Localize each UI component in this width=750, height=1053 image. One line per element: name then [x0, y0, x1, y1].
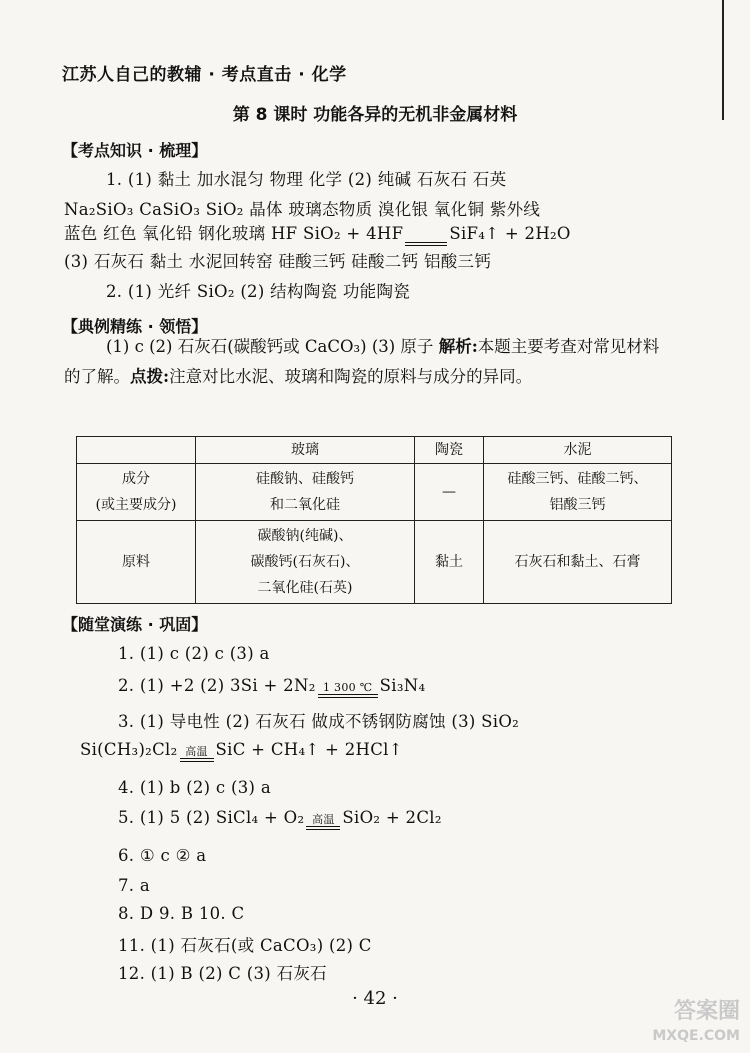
equation-equals-sign [405, 230, 447, 246]
table-cell: 黏土 [415, 521, 484, 604]
practice-answer-4: 4. (1) b (2) c (3) a [118, 778, 271, 797]
equation-products: SiO₂ + 2Cl₂ [342, 808, 442, 827]
equation-arrow [318, 682, 378, 698]
section-heading-practice: 【随堂演练 · 巩固】 [62, 615, 208, 634]
analysis-text: 本题主要考查对常见材料的了解。 [64, 337, 660, 386]
practice-answer-2 [118, 676, 425, 698]
analysis-label: 解析: [438, 337, 478, 356]
practice-answer-5 [118, 808, 442, 830]
table-cell: 硅酸钠、硅酸钙 和二氧化硅 [196, 464, 415, 521]
book-header: 江苏人自己的教辅 · 考点直击 · 化学 [62, 65, 347, 85]
table-header-cell: 水泥 [484, 437, 672, 464]
table-cell: — [415, 464, 484, 521]
practice-answer-6: 6. ① c ② a [118, 846, 207, 865]
example-paragraph [64, 332, 674, 392]
watermark-url: MXQE.COM [652, 1028, 740, 1044]
practice-answer-1: 1. (1) c (2) c (3) a [118, 644, 270, 663]
equation-reactants: 5. (1) 5 (2) SiCl₄ + O₂ [118, 808, 305, 827]
section-heading-knowledge: 【考点知识 · 梳理】 [62, 141, 208, 160]
equation-arrow [306, 814, 340, 830]
table-header-cell: 玻璃 [196, 437, 415, 464]
watermark-logo [652, 1000, 740, 1048]
answer-line-3 [64, 220, 571, 246]
tip-text: 注意对比水泥、玻璃和陶瓷的原料与成分的异同。 [169, 367, 533, 386]
table-cell: 硅酸三钙、硅酸二钙、 铝酸三钙 [484, 464, 672, 521]
practice-answer-3-equation [80, 740, 403, 762]
practice-answer-3: 3. (1) 导电性 (2) 石灰石 做成不锈钢防腐蚀 (3) SiO₂ [118, 712, 520, 731]
table-row [77, 521, 672, 604]
practice-answer-11: 11. (1) 石灰石(或 CaCO₃) (2) C [118, 936, 372, 955]
equation-products: Si₃N₄ [379, 676, 426, 695]
answer-line-2: Na₂SiO₃ CaSiO₃ SiO₂ 晶体 玻璃态物质 溴化银 氧化铜 紫外线 [64, 200, 541, 219]
table-cell: 碳酸钠(纯碱)、 碳酸钙(石灰石)、 二氧化硅(石英) [196, 521, 415, 604]
section-heading-examples: 【典例精练 · 领悟】 [62, 317, 208, 336]
table-cell: 石灰石和黏土、石膏 [484, 521, 672, 604]
tip-label: 点拨: [130, 367, 170, 386]
watermark-text: 答案圈 [673, 999, 740, 1024]
table-header-cell [77, 437, 196, 464]
table-cell: 成分 (或主要成分) [77, 464, 196, 521]
practice-answer-7: 7. a [118, 876, 151, 895]
practice-answer-12: 12. (1) B (2) C (3) 石灰石 [118, 964, 327, 983]
table-header-cell: 陶瓷 [415, 437, 484, 464]
practice-answer-8-10: 8. D 9. B 10. C [118, 904, 245, 923]
example-answers: (1) c (2) 石灰石(碳酸钙或 CaCO₃) (3) 原子 [106, 337, 439, 356]
equation-reactants: 蓝色 红色 氧化铅 钢化玻璃 HF SiO₂ + 4HF [64, 224, 404, 243]
table-header-row [77, 437, 672, 464]
table-cell: 原料 [77, 521, 196, 604]
equation-products: SiF₄↑ + 2H₂O [449, 224, 571, 243]
materials-table [76, 436, 672, 604]
lesson-title: 第 8 课时 功能各异的无机非金属材料 [232, 105, 518, 125]
equation-reactants: 2. (1) +2 (2) 3Si + 2N₂ [118, 676, 316, 695]
answer-line-1: 1. (1) 黏土 加水混匀 物理 化学 (2) 纯碱 石灰石 石英 [106, 170, 507, 189]
equation-products: SiC + CH₄↑ + 2HCl↑ [215, 740, 403, 759]
equation-arrow [180, 746, 214, 762]
table-row [77, 464, 672, 521]
equation-reactants: Si(CH₃)₂Cl₂ [80, 740, 178, 759]
page-number: · 42 · [352, 988, 398, 1009]
answer-line-4: (3) 石灰石 黏土 水泥回转窑 硅酸三钙 硅酸二钙 铝酸三钙 [64, 252, 492, 271]
answer-line-5: 2. (1) 光纤 SiO₂ (2) 结构陶瓷 功能陶瓷 [106, 282, 411, 301]
reaction-condition: 1 300 ℃ [322, 681, 373, 694]
reaction-condition: 高温 [312, 813, 335, 826]
reaction-condition: 高温 [185, 745, 208, 758]
